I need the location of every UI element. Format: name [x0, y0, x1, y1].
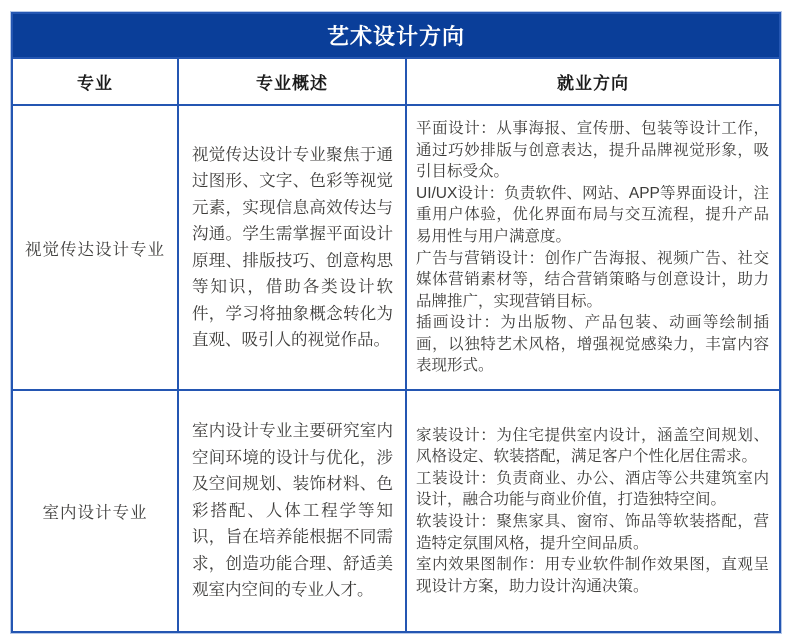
- row1-overview: [179, 106, 405, 389]
- career-item: 插画设计：为出版物、产品包装、动画等绘制插画，以独特艺术风格，增强视觉感染力，丰富内容表现形式。: [416, 314, 769, 375]
- career-item: 广告与营销设计：创作广告海报、视频广告、社交媒体营销素材等，结合营销策略与创意设计，助力品牌推广，实现营销目标。: [416, 249, 769, 310]
- column-header-careers: 就业方向: [407, 59, 779, 104]
- table-title: 艺术设计方向: [326, 24, 465, 49]
- career-item: 工装设计：负责商业、办公、酒店等公共建筑室内设计，融合功能与商业价值，打造独特空间。: [416, 469, 769, 509]
- row2-overview: [179, 391, 405, 631]
- row2-careers: [407, 391, 779, 631]
- row1-overview-text: 视觉传达设计专业聚焦于通过图形、文字、色彩等视觉元素，实现信息高效传达与沟通。学生需掌握平面设计原理、排版技巧、创意构思等知识，借助各类设计软件，学习将抽象概念转化为直观、吸引人的视觉作品。: [192, 145, 393, 349]
- career-item: 平面设计：从事海报、宣传册、包装等设计工作，通过巧妙排版与创意表达，提升品牌视觉形象，吸引目标受众。: [416, 119, 769, 181]
- art-design-table: [11, 12, 781, 633]
- column-header-overview: 专业概述: [179, 59, 405, 104]
- table-grid: [13, 59, 779, 631]
- row1-major: 视觉传达设计专业: [13, 106, 177, 389]
- row1-careers: [407, 106, 779, 389]
- career-item: UI/UX设计：负责软件、网站、APP等界面设计，注重用户体验，优化界面布局与交互流程，提升产品易用性与用户满意度。: [416, 184, 769, 245]
- row2-major: 室内设计专业: [13, 391, 177, 631]
- career-item: 室内效果图制作：用专业软件制作效果图，直观呈现设计方案，助力设计沟通决策。: [416, 556, 769, 595]
- column-header-major: 专业: [13, 59, 177, 104]
- career-item: 家装设计：为住宅提供室内设计，涵盖空间规划、风格设定、软装搭配，满足客户个性化居住需求。: [416, 426, 769, 466]
- table-title-bar: [13, 14, 779, 57]
- row2-overview-text: 室内设计专业主要研究室内空间环境的设计与优化，涉及空间规划、装饰材料、色彩搭配、人体工程学等知识，旨在培养能根据不同需求，创造功能合理、舒适美观室内空间的专业人才。: [192, 422, 393, 600]
- career-item: 软装设计：聚焦家具、窗帘、饰品等软装搭配，营造特定氛围风格，提升空间品质。: [416, 513, 769, 552]
